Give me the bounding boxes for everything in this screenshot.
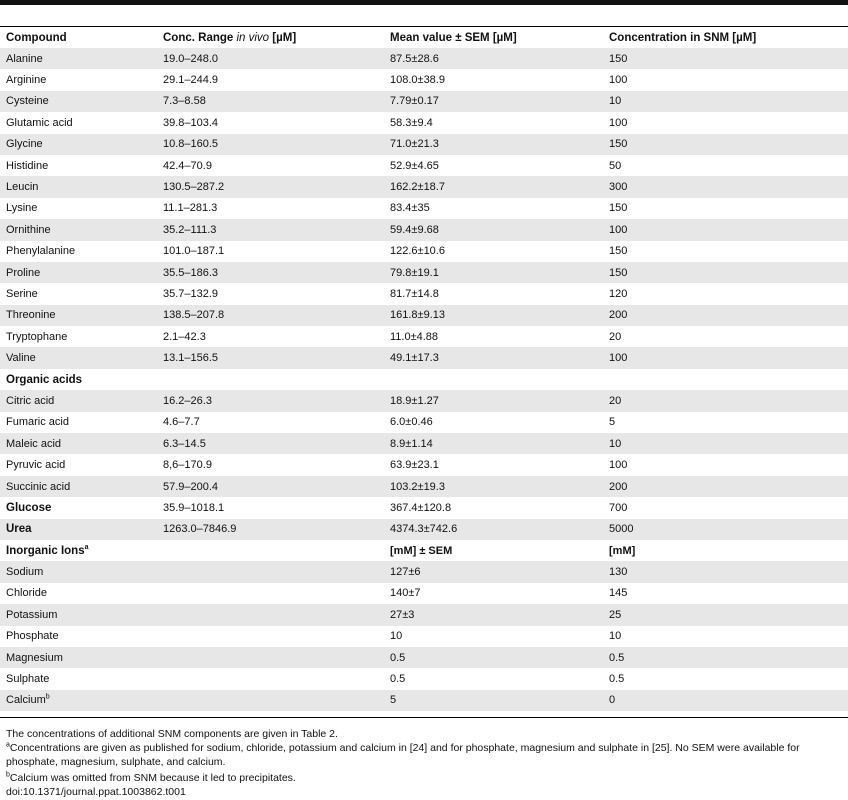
compound-name-cell: Chloride <box>6 587 47 600</box>
compound-name-cell: Glycine <box>0 134 157 155</box>
compound-name-cell: Magnesium <box>0 647 157 668</box>
table-row <box>0 48 848 69</box>
mean-cell: 367.4±120.8 <box>390 501 452 514</box>
table-row <box>0 219 848 240</box>
table-row <box>0 604 848 625</box>
mean-cell: 49.1±17.3 <box>384 347 603 368</box>
table-note: The concentrations of additional SNM components are given in Table 2. <box>6 728 338 740</box>
doi-text: doi:10.1371/journal.ppat.1003862.t001 <box>6 786 186 798</box>
compound-name-cell: Glucose <box>6 501 52 514</box>
range-cell: 4.6–7.7 <box>163 416 200 429</box>
snm-cell: 25 <box>603 604 848 625</box>
mean-cell: 18.9±1.27 <box>384 390 603 411</box>
snm-cell: 5000 <box>603 519 848 540</box>
compound-name-cell: Organic acids <box>6 373 83 386</box>
mean-cell: 6.0±0.46 <box>390 416 433 429</box>
compound-name-cell: Histidine <box>6 159 49 172</box>
snm-cell: 150 <box>603 134 848 155</box>
table-row <box>0 305 848 326</box>
range-cell: 8,6–170.9 <box>163 459 212 472</box>
empty-cell <box>384 369 603 390</box>
table-row <box>0 91 848 112</box>
table-row <box>0 176 848 197</box>
table-row <box>0 390 848 411</box>
snm-cell: 100 <box>609 74 628 87</box>
snm-cell: [mM] <box>609 544 636 557</box>
mean-cell: 81.7±14.8 <box>390 287 439 300</box>
compound-name-cell: Lysine <box>6 202 38 215</box>
table-row <box>0 668 848 689</box>
compound-name-cell: Citric acid <box>0 390 157 411</box>
table-row <box>0 241 848 262</box>
table-row-urea <box>0 519 848 540</box>
mean-cell: 161.8±9.13 <box>384 305 603 326</box>
footnote-marker: b <box>45 693 50 701</box>
compound-name-cell: Phenylalanine <box>6 245 76 258</box>
table-row <box>0 198 848 219</box>
header-snm-concentration: Concentration in SNM [µM] <box>609 31 757 44</box>
compound-name-cell: Arginine <box>6 74 47 87</box>
snm-cell: 100 <box>603 347 848 368</box>
footnote-b <box>6 771 846 785</box>
range-cell: 35.7–132.9 <box>163 287 219 300</box>
header-conc-range: Conc. Range in vivo [µM] <box>163 31 297 44</box>
snm-cell: 200 <box>603 476 848 497</box>
mean-cell: 52.9±4.65 <box>390 159 439 172</box>
mean-cell: 127±6 <box>384 561 603 582</box>
table-row-glucose <box>0 497 848 518</box>
snm-cell: 50 <box>609 159 622 172</box>
snm-cell: 0.5 <box>609 673 625 686</box>
snm-cell: 100 <box>609 116 628 129</box>
mean-cell: 63.9±23.1 <box>390 459 439 472</box>
compound-name-cell: Glutamic acid <box>6 116 73 129</box>
range-cell: 19.0–248.0 <box>157 48 384 69</box>
table-row <box>0 476 848 497</box>
table-row <box>0 583 848 604</box>
footnote-b-text: Calcium was omitted from SNM because it led to precipitates. <box>9 772 296 784</box>
compound-name-cell <box>0 690 157 711</box>
table-row <box>0 155 848 176</box>
compound-name-cell: Sulphate <box>6 673 50 686</box>
snm-cell: 150 <box>603 48 848 69</box>
footnote-b-mark: b <box>6 771 10 779</box>
range-cell: 29.1–244.9 <box>163 74 219 87</box>
mean-cell: 58.3±9.4 <box>390 116 433 129</box>
table-row <box>0 283 848 304</box>
mean-cell: 87.5±28.6 <box>384 48 603 69</box>
snm-cell: 0 <box>603 690 848 711</box>
table-row <box>0 326 848 347</box>
range-cell: 35.9–1018.1 <box>163 501 225 514</box>
table-header-row <box>0 27 848 48</box>
footnote-marker: a <box>84 543 89 551</box>
table-row <box>0 112 848 133</box>
compound-name-cell: Maleic acid <box>0 433 157 454</box>
table-row <box>0 134 848 155</box>
snm-cell: 10 <box>603 433 848 454</box>
range-cell: 35.2–111.3 <box>157 219 384 240</box>
mean-cell: 27±3 <box>384 604 603 625</box>
section-row-inorganic-ions <box>0 540 848 561</box>
top-rule <box>0 0 848 5</box>
mean-cell: 0.5 <box>390 673 406 686</box>
table-row <box>0 347 848 368</box>
compound-name-cell: Cysteine <box>0 91 157 112</box>
range-cell: 11.1–281.3 <box>163 202 218 215</box>
compound-name-cell: Proline <box>0 262 157 283</box>
compound-name-cell: Alanine <box>0 48 157 69</box>
snm-cell: 0.5 <box>603 647 848 668</box>
range-cell: 6.3–14.5 <box>157 433 384 454</box>
snm-cell: 145 <box>609 587 628 600</box>
compound-name-cell: Threonine <box>0 305 157 326</box>
compound-name-cell: Fumaric acid <box>6 416 69 429</box>
mean-cell: 0.5 <box>384 647 603 668</box>
compound-name: Calcium <box>6 694 46 707</box>
footnote-a-mark: a <box>6 741 10 749</box>
header-mean-value: Mean value ± SEM [µM] <box>390 31 517 44</box>
snm-cell: 120 <box>609 287 628 300</box>
table-row <box>0 69 848 90</box>
compound-name-cell: Succinic acid <box>0 476 157 497</box>
mean-cell: 71.0±21.3 <box>384 134 603 155</box>
mean-cell: 122.6±10.6 <box>390 245 445 258</box>
range-cell: 42.4–70.9 <box>163 159 212 172</box>
range-cell <box>157 626 384 647</box>
mean-cell: 11.0±4.88 <box>390 330 439 343</box>
range-cell: 39.8–103.4 <box>163 116 219 129</box>
mean-cell: 162.2±18.7 <box>384 176 603 197</box>
footnote-a-text: Concentrations are given as published for sodium, chloride, potassium and calcium in [24] and for phosphate, magnesium and sulphate in [25]. No SEM were available for phosphate, magnesium, sulphate, and calcium. <box>6 742 800 768</box>
range-cell <box>157 561 384 582</box>
range-cell <box>157 583 384 604</box>
snm-cell: 20 <box>609 330 622 343</box>
table-row <box>0 647 848 668</box>
compound-name-cell: Sodium <box>0 561 157 582</box>
range-cell <box>157 668 384 689</box>
compound-name: Inorganic Ions <box>6 544 85 557</box>
snm-cell: 150 <box>603 262 848 283</box>
compound-name-cell: Serine <box>6 287 38 300</box>
mean-cell: 5 <box>384 690 603 711</box>
mean-cell: 4374.3±742.6 <box>384 519 603 540</box>
snm-cell: 10 <box>603 91 848 112</box>
mean-cell: 79.8±19.1 <box>384 262 603 283</box>
range-cell: 130.5–287.2 <box>157 176 384 197</box>
table-row <box>0 262 848 283</box>
mean-cell: 103.2±19.3 <box>384 476 603 497</box>
compound-name-cell: Phosphate <box>6 630 59 643</box>
range-cell: 1263.0–7846.9 <box>157 519 384 540</box>
compound-name-cell: Urea <box>0 519 157 540</box>
snm-cell: 150 <box>609 245 628 258</box>
table-row <box>0 454 848 475</box>
range-cell <box>157 690 384 711</box>
snm-cell: 130 <box>603 561 848 582</box>
snm-cell: 5 <box>609 416 616 429</box>
snm-cell: 150 <box>609 202 628 215</box>
snm-cell: 10 <box>609 630 622 643</box>
compound-name-cell: Tryptophane <box>6 330 68 343</box>
mean-cell: 8.9±1.14 <box>384 433 603 454</box>
compound-name-cell: Ornithine <box>0 219 157 240</box>
snm-cell: 20 <box>603 390 848 411</box>
range-cell: 138.5–207.8 <box>157 305 384 326</box>
range-cell <box>157 647 384 668</box>
snm-cell: 300 <box>603 176 848 197</box>
concentration-table <box>0 27 848 711</box>
range-cell <box>157 540 384 561</box>
range-cell <box>157 604 384 625</box>
range-cell: 101.0–187.1 <box>163 245 225 258</box>
footnote-a <box>6 741 846 769</box>
empty-cell <box>157 369 384 390</box>
header-compound: Compound <box>6 31 67 44</box>
range-cell: 35.5–186.3 <box>157 262 384 283</box>
mean-cell: 7.79±0.17 <box>384 91 603 112</box>
range-cell: 2.1–42.3 <box>163 330 206 343</box>
section-row-organic-acids <box>0 369 848 390</box>
mean-cell: 108.0±38.9 <box>390 74 445 87</box>
compound-name-cell: Leucin <box>0 176 157 197</box>
table-row <box>0 433 848 454</box>
compound-name-cell: Valine <box>0 347 157 368</box>
snm-cell: 100 <box>603 219 848 240</box>
range-cell: 13.1–156.5 <box>157 347 384 368</box>
table-row <box>0 690 848 711</box>
mean-cell: 83.4±35 <box>390 202 430 215</box>
compound-name-cell: Potassium <box>0 604 157 625</box>
mean-cell: 10 <box>390 630 403 643</box>
snm-cell: 700 <box>609 501 628 514</box>
range-cell: 57.9–200.4 <box>157 476 384 497</box>
snm-cell: 200 <box>603 305 848 326</box>
table-bottom-rule <box>0 717 848 718</box>
mean-cell: 59.4±9.68 <box>384 219 603 240</box>
snm-cell: 100 <box>609 459 628 472</box>
range-cell: 16.2–26.3 <box>157 390 384 411</box>
empty-cell <box>603 369 848 390</box>
compound-name-cell <box>0 540 157 561</box>
range-cell: 10.8–160.5 <box>157 134 384 155</box>
mean-cell: 140±7 <box>390 587 421 600</box>
table-row <box>0 626 848 647</box>
mean-cell: [mM] ± SEM <box>390 544 453 557</box>
range-cell: 7.3–8.58 <box>157 91 384 112</box>
compound-name-cell: Pyruvic acid <box>6 459 66 472</box>
table-row <box>0 561 848 582</box>
table-row <box>0 412 848 433</box>
table-body <box>0 48 848 711</box>
